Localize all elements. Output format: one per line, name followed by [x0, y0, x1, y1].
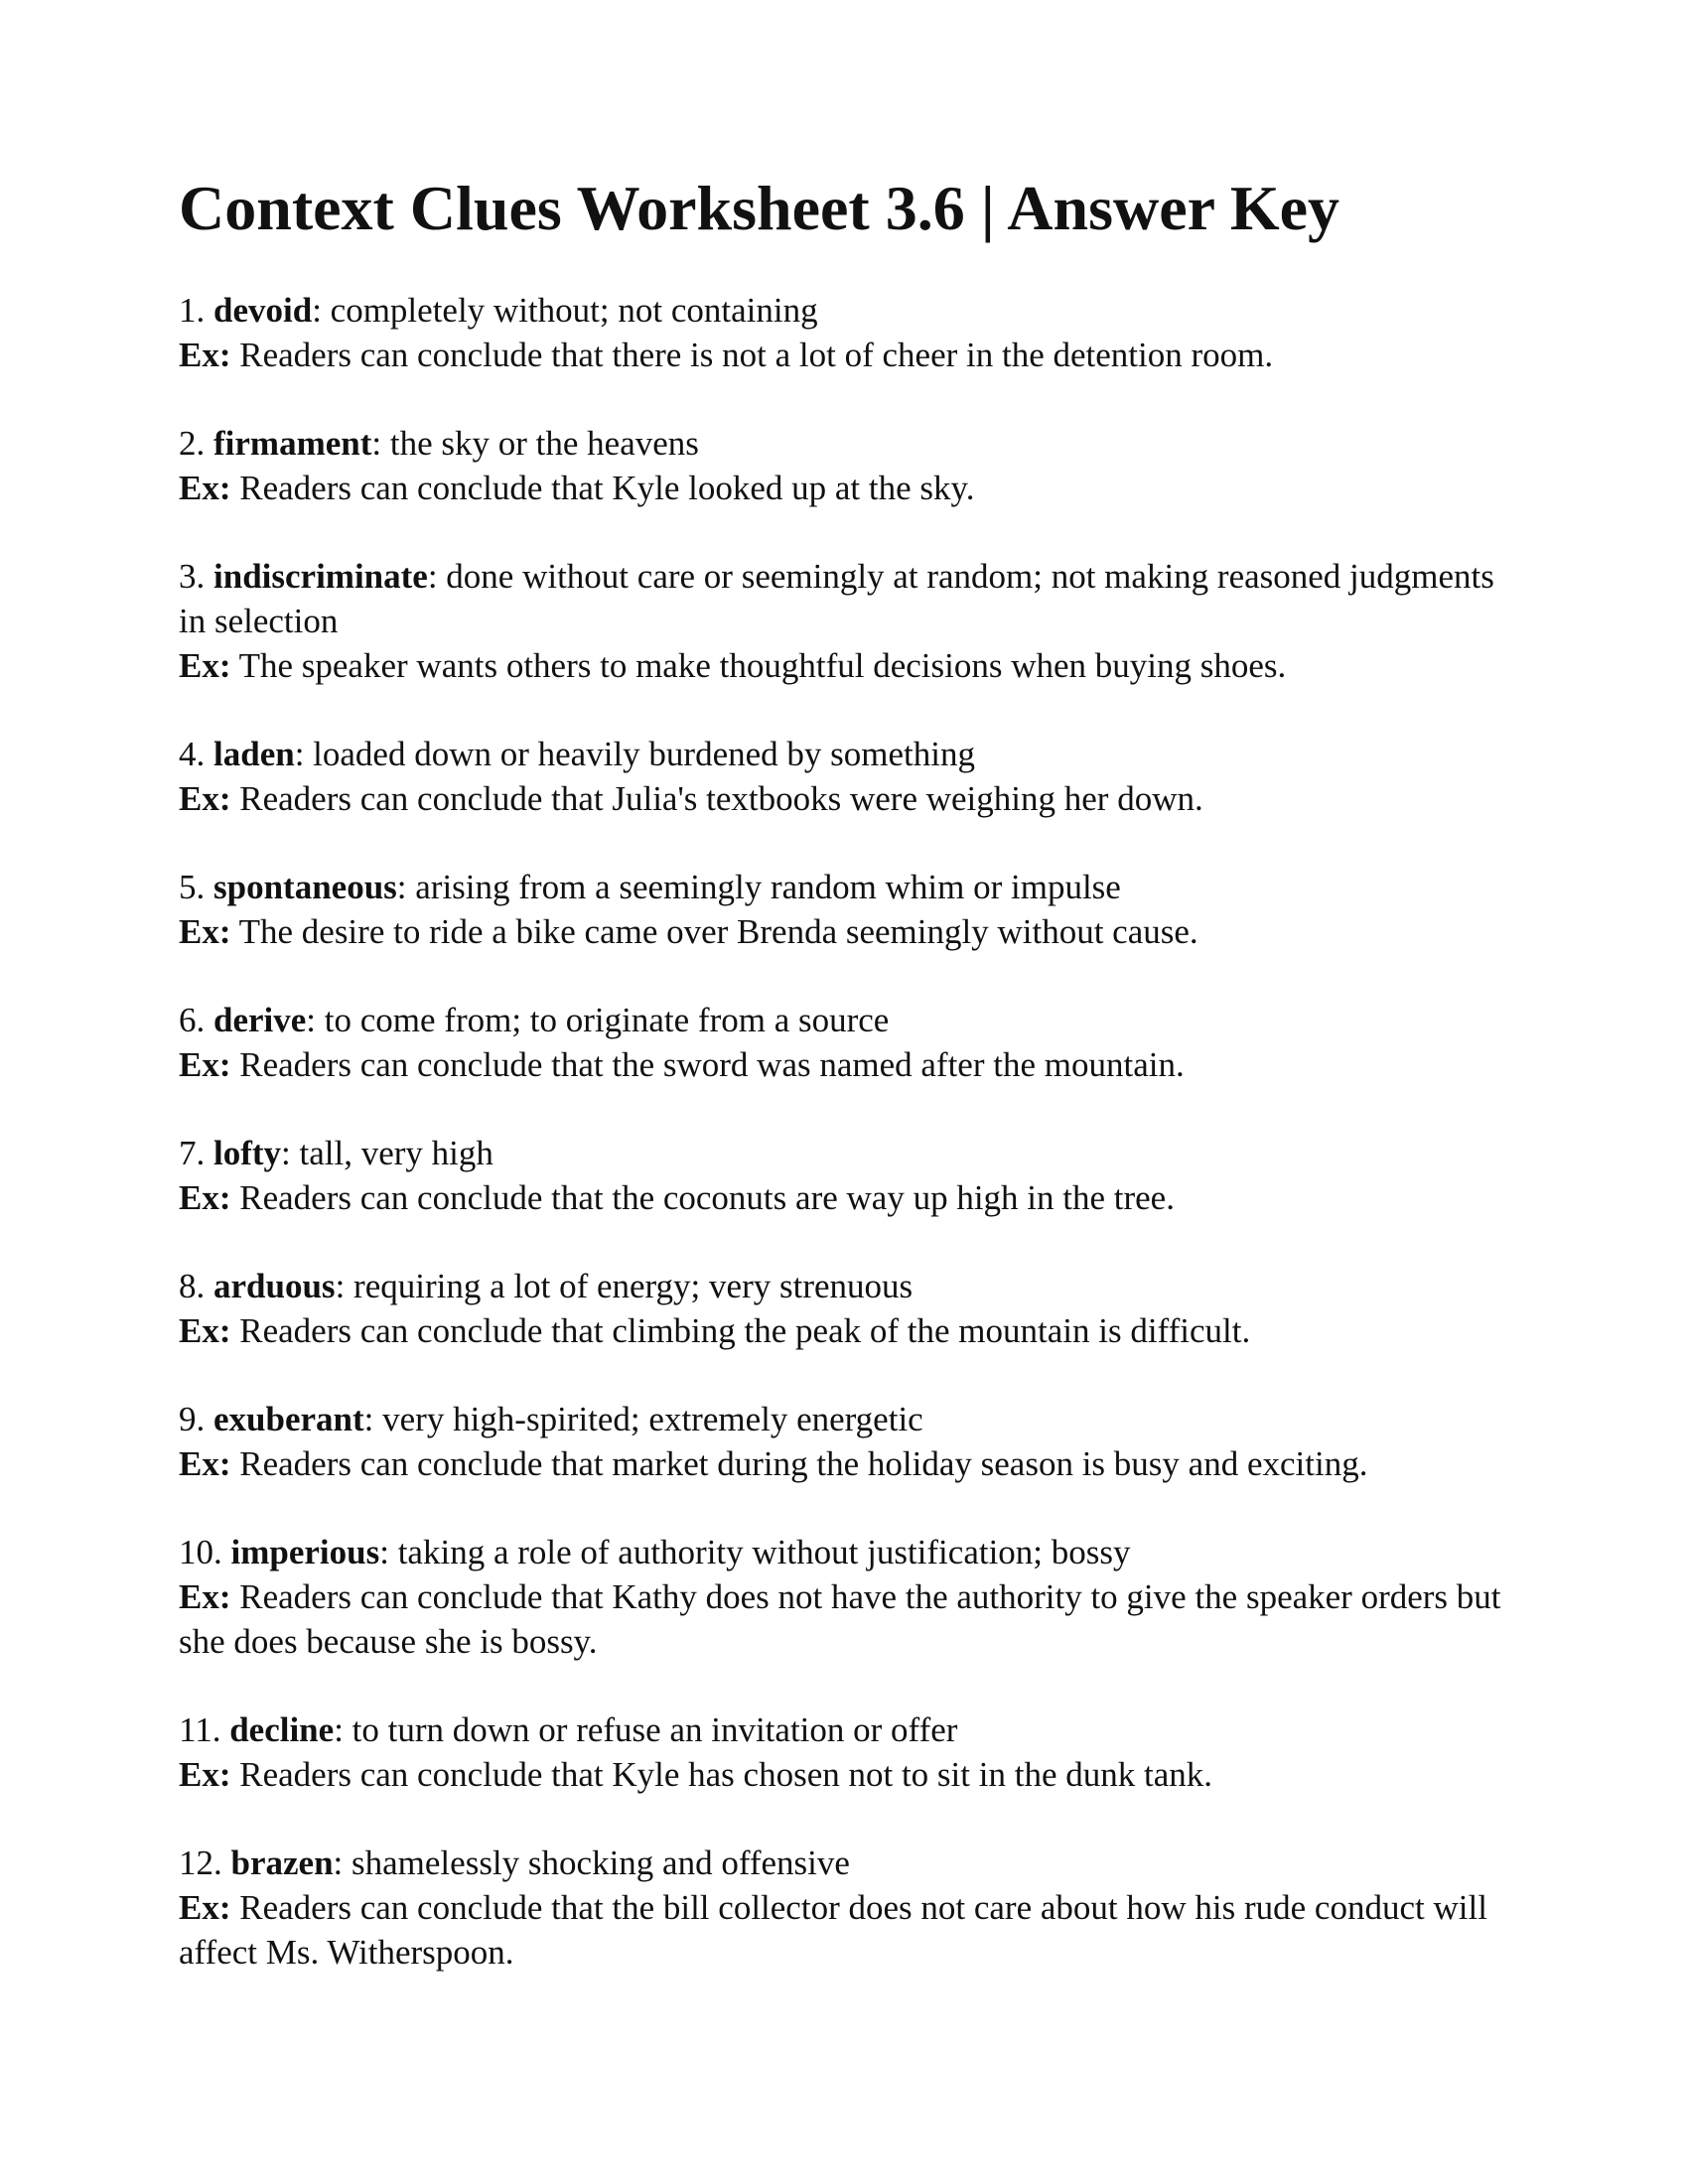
ex-label: Ex:	[179, 1045, 231, 1084]
answer-entry-12	[179, 1841, 1509, 1975]
definition-text: : to come from; to originate from a source	[306, 1001, 890, 1039]
definition-text: : shamelessly shocking and offensive	[333, 1843, 850, 1882]
answer-entry-5	[179, 865, 1509, 954]
definition-line	[179, 998, 1509, 1042]
ex-label: Ex:	[179, 1178, 231, 1217]
example-line	[179, 909, 1509, 954]
answer-entry-8	[179, 1264, 1509, 1353]
worksheet-page	[179, 169, 1509, 2018]
definition-text: : to turn down or refuse an invitation or offer	[334, 1710, 958, 1749]
vocab-word: derive	[213, 1001, 307, 1039]
example-text: The desire to ride a bike came over Brenda seemingly without cause.	[230, 912, 1198, 951]
definition-text: : completely without; not containing	[312, 291, 818, 330]
example-text: Readers can conclude that Kyle looked up at the sky.	[230, 469, 975, 507]
answer-entry-2	[179, 421, 1509, 510]
example-text: Readers can conclude that market during the holiday season is busy and exciting.	[230, 1444, 1368, 1483]
answer-list	[179, 288, 1509, 1975]
definition-line	[179, 554, 1509, 643]
example-line	[179, 1574, 1509, 1664]
example-line	[179, 1752, 1509, 1797]
definition-text: : requiring a lot of energy; very strenuous	[335, 1267, 914, 1305]
entry-number: 11.	[179, 1710, 221, 1749]
example-text: Readers can conclude that the sword was named after the mountain.	[230, 1045, 1185, 1084]
vocab-word: exuberant	[213, 1400, 364, 1438]
answer-entry-7	[179, 1131, 1509, 1220]
example-text: The speaker wants others to make thoughtful decisions when buying shoes.	[230, 646, 1287, 685]
definition-text: : the sky or the heavens	[371, 424, 699, 463]
example-text: Readers can conclude that Kyle has chosen not to sit in the dunk tank.	[230, 1755, 1212, 1794]
entry-number: 2.	[179, 424, 206, 463]
ex-label: Ex:	[179, 1577, 231, 1616]
entry-number: 5.	[179, 868, 206, 906]
ex-label: Ex:	[179, 1311, 231, 1350]
ex-label: Ex:	[179, 1755, 231, 1794]
ex-label: Ex:	[179, 779, 231, 818]
example-line	[179, 466, 1509, 510]
vocab-word: firmament	[213, 424, 372, 463]
page-title: Context Clues Worksheet 3.6 | Answer Key	[179, 173, 1340, 243]
ex-label: Ex:	[179, 912, 231, 951]
ex-label: Ex:	[179, 1888, 231, 1927]
entry-number: 7.	[179, 1134, 206, 1172]
example-text: Readers can conclude that climbing the peak of the mountain is difficult.	[230, 1311, 1251, 1350]
answer-entry-4	[179, 732, 1509, 821]
example-line	[179, 1042, 1509, 1087]
example-text: Readers can conclude that Kathy does not have the authority to give the speaker orders but she does because she is bossy.	[179, 1577, 1501, 1661]
entry-number: 8.	[179, 1267, 206, 1305]
ex-label: Ex:	[179, 1444, 231, 1483]
entry-number: 10.	[179, 1533, 222, 1571]
example-line	[179, 1441, 1509, 1486]
example-line	[179, 643, 1509, 688]
example-text: Readers can conclude that the coconuts are way up high in the tree.	[230, 1178, 1175, 1217]
definition-line	[179, 1530, 1509, 1574]
answer-entry-9	[179, 1397, 1509, 1486]
example-text: Readers can conclude that there is not a lot of cheer in the detention room.	[230, 336, 1274, 374]
entry-number: 3.	[179, 557, 206, 596]
definition-line	[179, 1131, 1509, 1175]
ex-label: Ex:	[179, 336, 231, 374]
definition-text: : very high-spirited; extremely energetic	[363, 1400, 923, 1438]
vocab-word: spontaneous	[213, 868, 397, 906]
vocab-word: decline	[229, 1710, 335, 1749]
vocab-word: indiscriminate	[213, 557, 428, 596]
example-text: Readers can conclude that the bill collector does not care about how his rude conduct will affect Ms. Witherspoon.	[179, 1888, 1487, 1972]
definition-text: : taking a role of authority without justification; bossy	[379, 1533, 1131, 1571]
definition-text: : loaded down or heavily burdened by something	[294, 735, 975, 773]
definition-line	[179, 732, 1509, 776]
entry-number: 1.	[179, 291, 206, 330]
answer-entry-3	[179, 554, 1509, 688]
definition-line	[179, 865, 1509, 909]
definition-line	[179, 1397, 1509, 1441]
answer-entry-11	[179, 1707, 1509, 1797]
vocab-word: laden	[213, 735, 295, 773]
example-line	[179, 1175, 1509, 1220]
vocab-word: lofty	[213, 1134, 282, 1172]
definition-text: : arising from a seemingly random whim or impulse	[396, 868, 1121, 906]
definition-line	[179, 288, 1509, 333]
example-text: Readers can conclude that Julia's textbooks were weighing her down.	[230, 779, 1203, 818]
definition-line	[179, 1264, 1509, 1308]
entry-number: 9.	[179, 1400, 206, 1438]
example-line	[179, 776, 1509, 821]
vocab-word: imperious	[230, 1533, 380, 1571]
definition-text: : done without care or seemingly at random; not making reasoned judgments in selection	[179, 557, 1494, 640]
answer-entry-1	[179, 288, 1509, 377]
definition-line	[179, 421, 1509, 466]
vocab-word: arduous	[213, 1267, 336, 1305]
vocab-word: brazen	[230, 1843, 334, 1882]
vocab-word: devoid	[213, 291, 313, 330]
entry-number: 6.	[179, 1001, 206, 1039]
definition-line	[179, 1841, 1509, 1885]
ex-label: Ex:	[179, 469, 231, 507]
entry-number: 4.	[179, 735, 206, 773]
ex-label: Ex:	[179, 646, 231, 685]
definition-line	[179, 1707, 1509, 1752]
example-line	[179, 1308, 1509, 1353]
example-line	[179, 333, 1509, 377]
example-line	[179, 1885, 1509, 1975]
definition-text: : tall, very high	[281, 1134, 493, 1172]
answer-entry-10	[179, 1530, 1509, 1664]
answer-entry-6	[179, 998, 1509, 1087]
entry-number: 12.	[179, 1843, 222, 1882]
